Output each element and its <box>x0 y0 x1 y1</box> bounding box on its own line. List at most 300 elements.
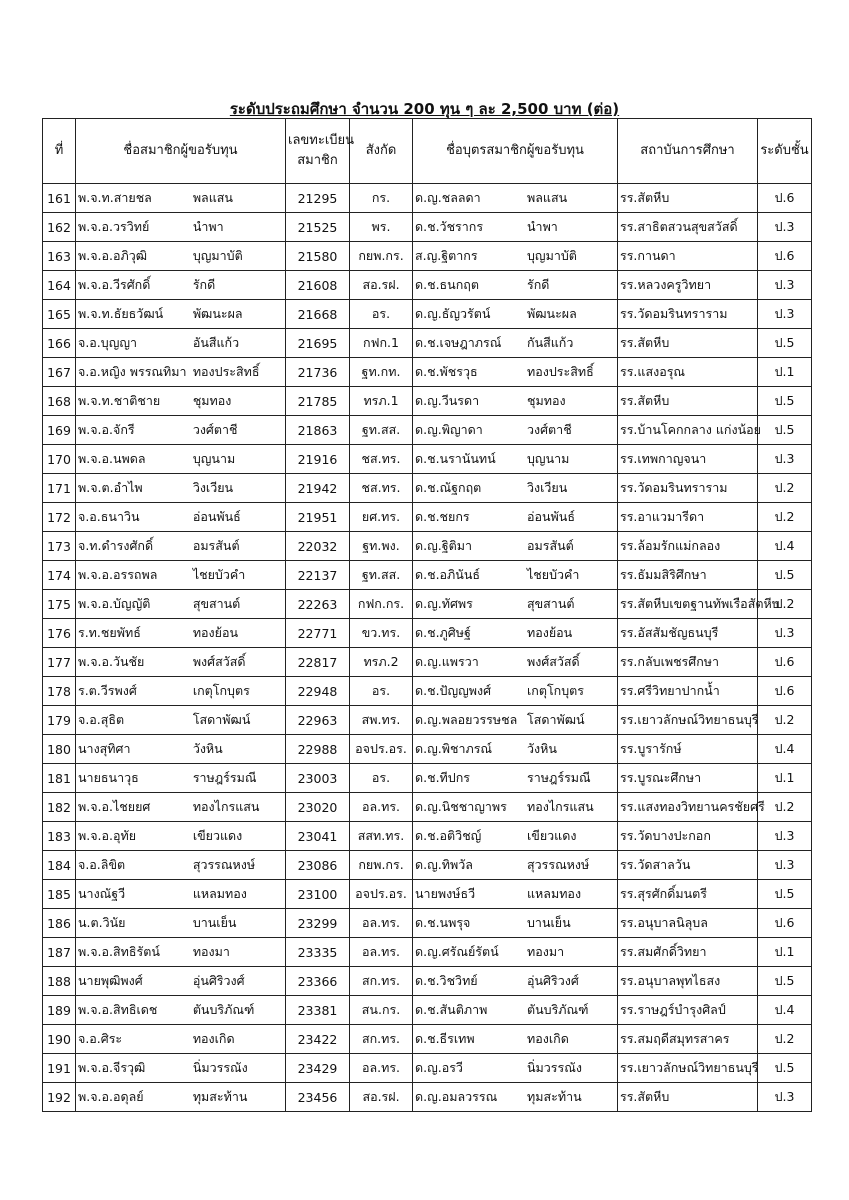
school-name: รร.กลับเพชรศึกษา <box>618 648 758 677</box>
row-number: 167 <box>43 358 76 387</box>
child-first-name: ด.ช.ธนกฤต <box>415 277 479 292</box>
member-name-cell <box>76 300 286 329</box>
child-name-cell <box>413 764 618 793</box>
child-name <box>415 536 615 556</box>
member-name <box>78 391 283 411</box>
child-last-name: นำพา <box>527 219 558 234</box>
grade-level: ป.6 <box>758 184 812 213</box>
school-name: รร.อนุบาลนิลุบล <box>618 909 758 938</box>
header-member: ชื่อสมาชิกผู้ขอรับทุน <box>76 119 286 184</box>
table-body <box>43 184 812 1112</box>
member-name <box>78 884 283 904</box>
child-name-cell <box>413 1054 618 1083</box>
registration-number: 22817 <box>286 648 350 677</box>
affiliation: อร. <box>350 764 413 793</box>
header-row <box>43 119 812 184</box>
school-name: รร.สัตหีบ <box>618 387 758 416</box>
child-first-name: ด.ญ.แพรวา <box>415 654 479 669</box>
grade-level: ป.2 <box>758 503 812 532</box>
member-first-name: จ.อ.ธนาวิน <box>78 509 140 524</box>
child-name <box>415 942 615 962</box>
grade-level: ป.3 <box>758 271 812 300</box>
member-name-cell <box>76 474 286 503</box>
member-first-name: พ.จ.ท.สายชล <box>78 190 152 205</box>
child-first-name: นายพงษ์ธวี <box>415 886 476 901</box>
affiliation: สก.ทร. <box>350 1025 413 1054</box>
member-last-name: บานเย็น <box>192 915 237 930</box>
school-name: รร.สัตหีบ <box>618 184 758 213</box>
member-last-name: ราษฎร์รมณี <box>192 770 257 785</box>
registration-number: 23335 <box>286 938 350 967</box>
member-name <box>78 1087 283 1107</box>
member-name-cell <box>76 184 286 213</box>
child-first-name: ด.ญ.พิชาภรณ์ <box>415 741 493 756</box>
member-last-name: อันสีแก้ว <box>192 335 240 350</box>
affiliation: สอ.รฝ. <box>350 271 413 300</box>
school-name: รร.สุรศักดิ์มนตรี <box>618 880 758 909</box>
child-last-name: เขียวแดง <box>527 828 577 843</box>
table-row <box>43 909 812 938</box>
member-last-name: อ่อนพันธ์ <box>192 509 241 524</box>
child-name <box>415 275 615 295</box>
grade-level: ป.5 <box>758 329 812 358</box>
affiliation: สสท.ทร. <box>350 822 413 851</box>
grade-level: ป.1 <box>758 938 812 967</box>
child-last-name: ชุมทอง <box>527 393 566 408</box>
child-first-name: ด.ช.นรานันทน์ <box>415 451 496 466</box>
table-row <box>43 822 812 851</box>
member-name <box>78 275 283 295</box>
row-number: 184 <box>43 851 76 880</box>
grade-level: ป.3 <box>758 1083 812 1112</box>
child-first-name: ด.ญ.ธัญวรัตน์ <box>415 306 491 321</box>
child-name <box>415 1000 615 1020</box>
registration-number: 23429 <box>286 1054 350 1083</box>
member-name <box>78 1058 283 1078</box>
school-name: รร.ราษฎร์บำรุงศิลป์ <box>618 996 758 1025</box>
child-last-name: กันสีแก้ว <box>527 335 574 350</box>
child-last-name: ตันบริภัณฑ์ <box>527 1002 589 1017</box>
child-last-name: พงศ์สวัสดิ์ <box>527 654 580 669</box>
table-row <box>43 445 812 474</box>
member-last-name: สุวรรณหงษ์ <box>192 857 256 872</box>
child-name-cell <box>413 967 618 996</box>
member-name <box>78 623 283 643</box>
member-first-name: พ.จ.อ.ไชยยศ <box>78 799 151 814</box>
member-first-name: พ.จ.อ.วีรศักดิ์ <box>78 277 151 292</box>
affiliation: ฐท.สส. <box>350 561 413 590</box>
member-name <box>78 797 283 817</box>
child-name <box>415 391 615 411</box>
member-name-cell <box>76 909 286 938</box>
member-name <box>78 478 283 498</box>
member-name-cell <box>76 358 286 387</box>
school-name: รร.เยาวลักษณ์วิทยาธนบุรี <box>618 1054 758 1083</box>
child-first-name: ด.ช.เจษฎาภรณ์ <box>415 335 502 350</box>
member-last-name: แหลมทอง <box>192 886 247 901</box>
affiliation: กฟก.กร. <box>350 590 413 619</box>
registration-number: 21916 <box>286 445 350 474</box>
member-name <box>78 420 283 440</box>
table-row <box>43 677 812 706</box>
affiliation: ทรภ.2 <box>350 648 413 677</box>
child-name <box>415 623 615 643</box>
row-number: 165 <box>43 300 76 329</box>
affiliation: อจปร.อร. <box>350 735 413 764</box>
child-first-name: ด.ช.นพรุจ <box>415 915 471 930</box>
child-name-cell <box>413 590 618 619</box>
member-first-name: จ.ท.ดำรงศักดิ์ <box>78 538 154 553</box>
child-first-name: ด.ญ.ศรัณย์รัตน์ <box>415 944 499 959</box>
child-first-name: ด.ญ.ฐิติมา <box>415 538 472 553</box>
row-number: 166 <box>43 329 76 358</box>
table-row <box>43 1083 812 1112</box>
table-row <box>43 1054 812 1083</box>
child-last-name: ราษฎร์รมณี <box>527 770 591 785</box>
member-name <box>78 826 283 846</box>
child-name <box>415 652 615 672</box>
member-name <box>78 971 283 991</box>
member-name <box>78 1000 283 1020</box>
member-name <box>78 449 283 469</box>
grade-level: ป.6 <box>758 242 812 271</box>
child-last-name: พัฒนะผล <box>527 306 577 321</box>
member-first-name: นายพุฒิพงศ์ <box>78 973 143 988</box>
member-first-name: พ.จ.อ.อดุลย์ <box>78 1089 144 1104</box>
table-row <box>43 851 812 880</box>
table-row <box>43 213 812 242</box>
child-name <box>415 217 615 237</box>
school-name: รร.ธัมมสิริศึกษา <box>618 561 758 590</box>
grade-level: ป.5 <box>758 880 812 909</box>
member-name-cell <box>76 329 286 358</box>
grade-level: ป.2 <box>758 590 812 619</box>
school-name: รร.กานดา <box>618 242 758 271</box>
table-row <box>43 358 812 387</box>
member-name <box>78 710 283 730</box>
child-name-cell <box>413 213 618 242</box>
table-row <box>43 242 812 271</box>
child-last-name: สุวรรณหงษ์ <box>527 857 590 872</box>
row-number: 173 <box>43 532 76 561</box>
child-first-name: ด.ญ.ชลลดา <box>415 190 481 205</box>
row-number: 189 <box>43 996 76 1025</box>
member-last-name: บุญนาม <box>192 451 236 466</box>
registration-number: 23456 <box>286 1083 350 1112</box>
grade-level: ป.3 <box>758 300 812 329</box>
affiliation: กยพ.กร. <box>350 851 413 880</box>
member-first-name: พ.จ.อ.สิทธิรัตน์ <box>78 944 160 959</box>
member-last-name: ทุมสะท้าน <box>192 1089 248 1104</box>
child-name-cell <box>413 474 618 503</box>
registration-number: 22771 <box>286 619 350 648</box>
member-name-cell <box>76 822 286 851</box>
member-last-name: วงศ์ตาชี <box>192 422 238 437</box>
registration-number: 21295 <box>286 184 350 213</box>
header-level: ระดับชั้น <box>758 119 812 184</box>
affiliation: กยพ.กร. <box>350 242 413 271</box>
affiliation: ทรภ.1 <box>350 387 413 416</box>
member-name-cell <box>76 967 286 996</box>
table-row <box>43 735 812 764</box>
registration-number: 23299 <box>286 909 350 938</box>
member-name-cell <box>76 648 286 677</box>
registration-number: 22988 <box>286 735 350 764</box>
child-last-name: อุ่นศิริวงศ์ <box>527 973 579 988</box>
child-first-name: ด.ญ.วีนรดา <box>415 393 480 408</box>
member-name-cell <box>76 532 286 561</box>
child-first-name: ด.ช.วิชวิทย์ <box>415 973 478 988</box>
member-name-cell <box>76 445 286 474</box>
child-last-name: สุขสานต์ <box>527 596 575 611</box>
child-last-name: ไชยบัวคำ <box>527 567 580 582</box>
grade-level: ป.4 <box>758 996 812 1025</box>
member-first-name: พ.จ.ท.ชาติชาย <box>78 393 161 408</box>
registration-number: 23422 <box>286 1025 350 1054</box>
child-name-cell <box>413 880 618 909</box>
grade-level: ป.3 <box>758 445 812 474</box>
child-name-cell <box>413 793 618 822</box>
table-row <box>43 967 812 996</box>
school-name: รร.อาแวมารีดา <box>618 503 758 532</box>
child-name-cell <box>413 242 618 271</box>
child-name <box>415 304 615 324</box>
child-last-name: ทองเกิด <box>527 1031 569 1046</box>
affiliation: อล.ทร. <box>350 909 413 938</box>
row-number: 191 <box>43 1054 76 1083</box>
member-first-name: พ.จ.อ.อุทัย <box>78 828 137 843</box>
member-name-cell <box>76 1054 286 1083</box>
member-last-name: พลแสน <box>192 190 233 205</box>
member-first-name: พ.จ.ต.อำไพ <box>78 480 143 495</box>
header-school: สถาบันการศึกษา <box>618 119 758 184</box>
member-first-name: พ.จ.อ.สิทธิเดช <box>78 1002 158 1017</box>
member-name-cell <box>76 880 286 909</box>
member-name-cell <box>76 242 286 271</box>
child-name <box>415 971 615 991</box>
child-name-cell <box>413 822 618 851</box>
member-name-cell <box>76 996 286 1025</box>
registration-number: 21863 <box>286 416 350 445</box>
child-first-name: ด.ช.อติวิชญ์ <box>415 828 482 843</box>
member-last-name: ทองเกิด <box>192 1031 235 1046</box>
table-row <box>43 590 812 619</box>
member-name <box>78 768 283 788</box>
table-row <box>43 416 812 445</box>
child-first-name: ด.ช.ปัญญพงศ์ <box>415 683 492 698</box>
affiliation: ฐท.พง. <box>350 532 413 561</box>
grade-level: ป.2 <box>758 706 812 735</box>
affiliation: ยศ.ทร. <box>350 503 413 532</box>
table-row <box>43 271 812 300</box>
member-name-cell <box>76 793 286 822</box>
affiliation: กร. <box>350 184 413 213</box>
school-name: รร.แสงอรุณ <box>618 358 758 387</box>
school-name: รร.ล้อมรักแม่กลอง <box>618 532 758 561</box>
table-row <box>43 561 812 590</box>
school-name: รร.บ้านโคกกลาง แก่งน้อย <box>618 416 758 445</box>
table-row <box>43 793 812 822</box>
table-row <box>43 996 812 1025</box>
child-first-name: ด.ช.ทีปกร <box>415 770 471 785</box>
member-last-name: รักดี <box>192 277 216 292</box>
grade-level: ป.6 <box>758 648 812 677</box>
member-first-name: นางสุทิศา <box>78 741 131 756</box>
member-name-cell <box>76 387 286 416</box>
registration-number: 23003 <box>286 764 350 793</box>
child-name-cell <box>413 648 618 677</box>
row-number: 187 <box>43 938 76 967</box>
grade-level: ป.1 <box>758 358 812 387</box>
registration-number: 22963 <box>286 706 350 735</box>
member-first-name: พ.จ.อ.วรวิทย์ <box>78 219 150 234</box>
child-name-cell <box>413 1025 618 1054</box>
child-last-name: วงศ์ตาชี <box>527 422 572 437</box>
registration-number: 21695 <box>286 329 350 358</box>
row-number: 174 <box>43 561 76 590</box>
registration-number: 22263 <box>286 590 350 619</box>
table-row <box>43 532 812 561</box>
registration-number: 23100 <box>286 880 350 909</box>
row-number: 188 <box>43 967 76 996</box>
row-number: 190 <box>43 1025 76 1054</box>
child-name <box>415 913 615 933</box>
member-last-name: บุญมาบัติ <box>192 248 243 263</box>
member-name <box>78 246 283 266</box>
school-name: รร.สัตหีบ <box>618 329 758 358</box>
member-name <box>78 217 283 237</box>
grade-level: ป.4 <box>758 735 812 764</box>
child-name <box>415 1087 615 1107</box>
registration-number: 21736 <box>286 358 350 387</box>
child-name-cell <box>413 329 618 358</box>
row-number: 182 <box>43 793 76 822</box>
school-name: รร.วัดบางปะกอก <box>618 822 758 851</box>
member-first-name: จ.อ.ลิขิต <box>78 857 126 872</box>
member-name <box>78 739 283 759</box>
member-name-cell <box>76 851 286 880</box>
table-row <box>43 706 812 735</box>
table-row <box>43 938 812 967</box>
child-name-cell <box>413 1083 618 1112</box>
member-name <box>78 855 283 875</box>
member-first-name: จ.อ.สุธิต <box>78 712 125 727</box>
child-name-cell <box>413 503 618 532</box>
child-first-name: ด.ช.ธีรเทพ <box>415 1031 475 1046</box>
row-number: 169 <box>43 416 76 445</box>
row-number: 175 <box>43 590 76 619</box>
member-first-name: นายธนาวุธ <box>78 770 139 785</box>
grade-level: ป.5 <box>758 387 812 416</box>
row-number: 161 <box>43 184 76 213</box>
member-last-name: พงศ์สวัสดิ์ <box>192 654 246 669</box>
affiliation: ขว.ทร. <box>350 619 413 648</box>
registration-number: 21785 <box>286 387 350 416</box>
affiliation: สน.กร. <box>350 996 413 1025</box>
child-name <box>415 188 615 208</box>
affiliation: อร. <box>350 300 413 329</box>
affiliation: ชส.ทร. <box>350 474 413 503</box>
school-name: รร.ศรีวิทยาปากน้ำ <box>618 677 758 706</box>
row-number: 186 <box>43 909 76 938</box>
row-number: 172 <box>43 503 76 532</box>
row-number: 170 <box>43 445 76 474</box>
member-last-name: ทองมา <box>192 944 230 959</box>
member-name <box>78 304 283 324</box>
member-last-name: ทองไกรแสน <box>192 799 260 814</box>
child-name <box>415 362 615 382</box>
school-name: รร.เยาวลักษณ์วิทยาธนบุรี <box>618 706 758 735</box>
child-name-cell <box>413 735 618 764</box>
child-first-name: ด.ญ.พิญาดา <box>415 422 483 437</box>
child-first-name: ด.ญ.ทัศพร <box>415 596 473 611</box>
member-last-name: เขียวแดง <box>192 828 243 843</box>
school-name: รร.สัตหีบ <box>618 1083 758 1112</box>
member-first-name: พ.จ.อ.นพดล <box>78 451 146 466</box>
registration-number: 23381 <box>286 996 350 1025</box>
child-name <box>415 855 615 875</box>
child-name <box>415 739 615 759</box>
grade-level: ป.5 <box>758 561 812 590</box>
member-last-name: ตันบริภัณฑ์ <box>192 1002 255 1017</box>
school-name: รร.อัสสัมชัญธนบุรี <box>618 619 758 648</box>
member-name-cell <box>76 1083 286 1112</box>
header-registration-line2: สมาชิก <box>297 153 338 168</box>
member-name <box>78 652 283 672</box>
child-first-name: ด.ช.พัชรวุธ <box>415 364 478 379</box>
member-name <box>78 188 283 208</box>
child-name-cell <box>413 677 618 706</box>
child-name <box>415 768 615 788</box>
member-first-name: จ.อ.บุญญา <box>78 335 138 350</box>
table-row <box>43 648 812 677</box>
registration-number: 22032 <box>286 532 350 561</box>
grade-level: ป.3 <box>758 619 812 648</box>
registration-number: 21580 <box>286 242 350 271</box>
row-number: 164 <box>43 271 76 300</box>
member-last-name: ทองย้อน <box>192 625 239 640</box>
member-name-cell <box>76 619 286 648</box>
child-name-cell <box>413 909 618 938</box>
row-number: 163 <box>43 242 76 271</box>
child-last-name: วังหิน <box>527 741 557 756</box>
child-name <box>415 884 615 904</box>
member-last-name: นิ่มวรรณัง <box>192 1060 248 1075</box>
child-first-name: ด.ช.ณัฐกฤต <box>415 480 482 495</box>
member-name-cell <box>76 677 286 706</box>
child-name-cell <box>413 996 618 1025</box>
child-last-name: ทุมสะท้าน <box>527 1089 582 1104</box>
table-row <box>43 329 812 358</box>
child-name-cell <box>413 445 618 474</box>
affiliation: ชส.ทร. <box>350 445 413 474</box>
child-last-name: ทองไกรแสน <box>527 799 594 814</box>
member-first-name: ร.ต.วีรพงศ์ <box>78 683 137 698</box>
scholarship-table <box>42 118 812 1112</box>
member-name <box>78 594 283 614</box>
child-name <box>415 681 615 701</box>
child-first-name: ส.ญ.ฐิตากร <box>415 248 478 263</box>
child-last-name: บุญนาม <box>527 451 570 466</box>
child-last-name: อมรสันต์ <box>527 538 574 553</box>
member-name-cell <box>76 764 286 793</box>
child-name <box>415 449 615 469</box>
child-name <box>415 710 615 730</box>
member-first-name: นางณัฐวี <box>78 886 126 901</box>
table-row <box>43 474 812 503</box>
row-number: 185 <box>43 880 76 909</box>
child-first-name: ด.ญ.อมลวรรณ <box>415 1089 498 1104</box>
